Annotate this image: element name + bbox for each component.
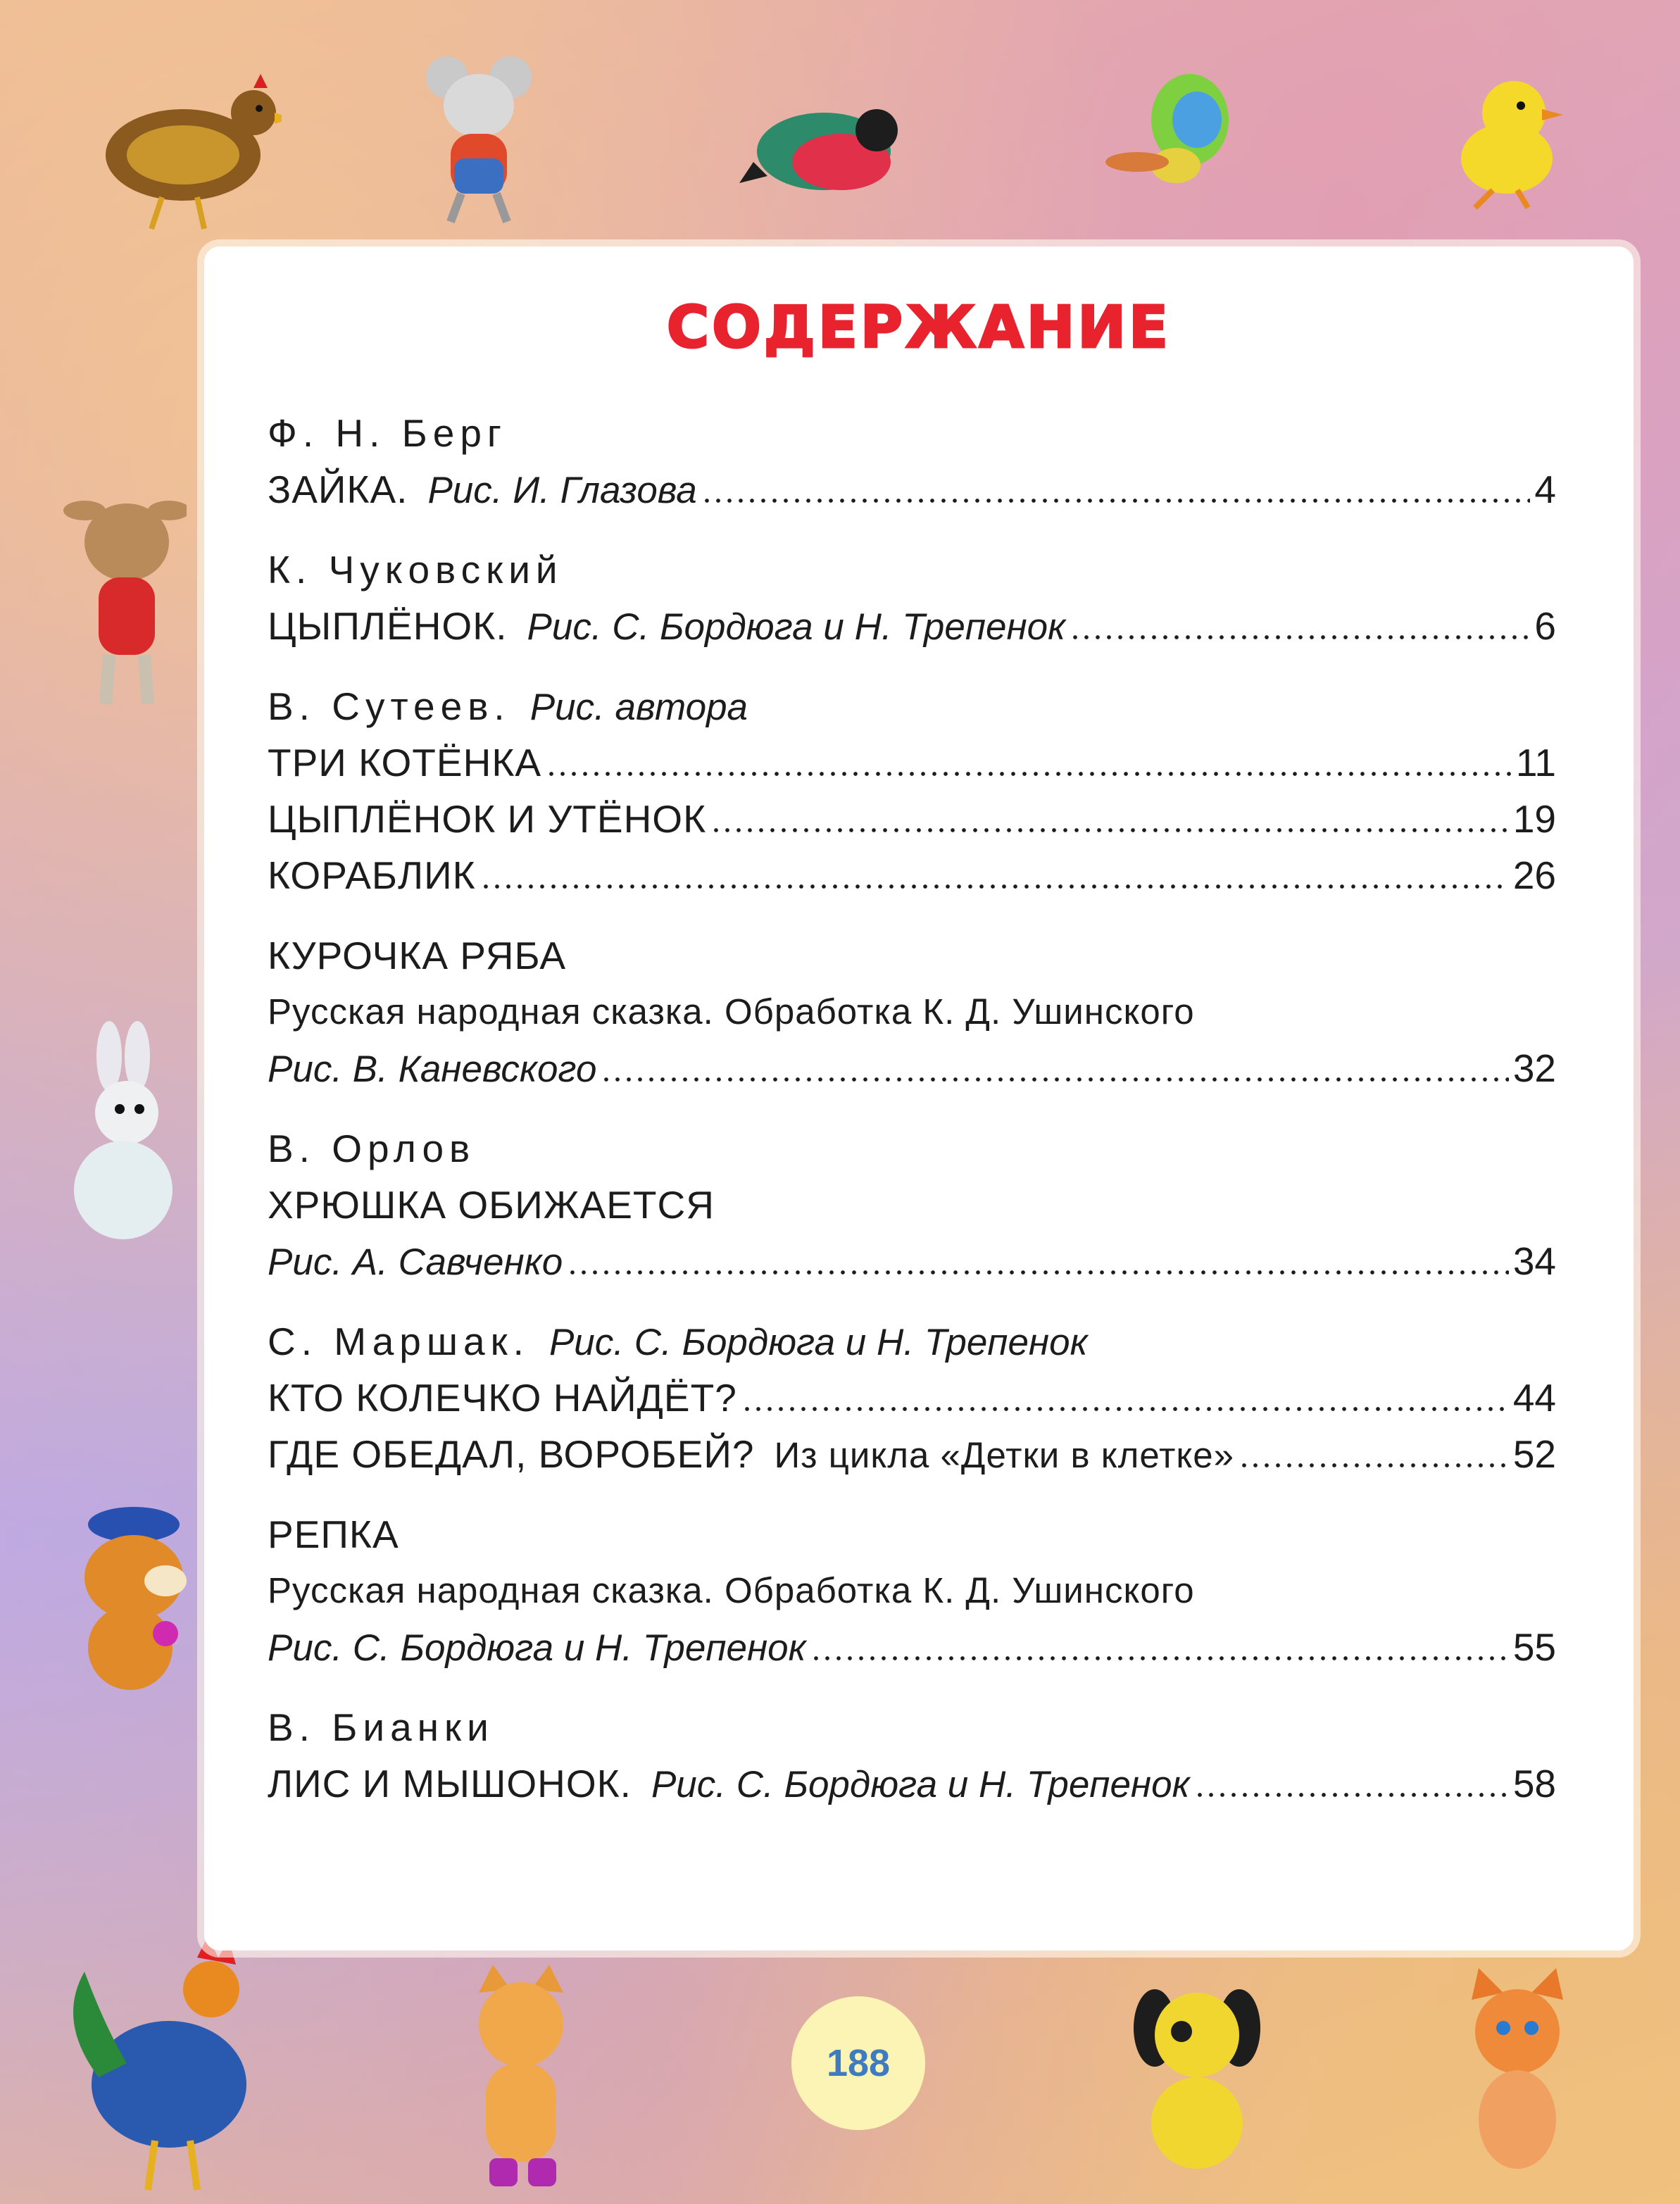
page-number: 6	[1534, 604, 1556, 648]
work-subtitle: Русская народная сказка. Обработка К. Д. Ушинского	[268, 1570, 1195, 1610]
illustrator: Рис. В. Каневского	[268, 1048, 597, 1090]
dot-leader	[1239, 1463, 1509, 1467]
dot-leader	[810, 1656, 1509, 1660]
hen-icon	[77, 63, 282, 232]
work-title: РЕПКА	[268, 1513, 399, 1556]
work-title: ЛИС И МЫШОНОК.	[268, 1762, 632, 1805]
toc-entry	[268, 1699, 1556, 1812]
work-title: ХРЮШКА ОБИЖАЕТСЯ	[268, 1183, 715, 1227]
chick-icon	[1436, 70, 1577, 211]
work-title: КОРАБЛИК	[268, 853, 476, 897]
illustrator: Рис. С. Бордюга и Н. Трепенок	[651, 1764, 1190, 1805]
page-number: 44	[1512, 1376, 1556, 1420]
page-number: 55	[1512, 1625, 1556, 1669]
author-name: В. Сутеев.	[268, 684, 510, 728]
work-title: ЗАЙКА.	[268, 468, 408, 511]
page-title: СОДЕРЖАНИЕ	[666, 294, 1172, 361]
page-number-badge: 188	[791, 1996, 925, 2130]
illustrator: Рис. С. Бордюга и Н. Трепенок	[548, 1322, 1088, 1363]
toc-entry	[268, 1506, 1556, 1675]
illustrator: Рис. С. Бордюга и Н. Трепенок	[268, 1627, 806, 1669]
illustrator: Рис. автора	[529, 687, 748, 728]
toc-entry	[268, 405, 1556, 518]
dot-leader	[1070, 635, 1530, 639]
author-name: Ф. Н. Берг	[268, 411, 507, 455]
cycle-note: Из цикла «Детки в клетке»	[774, 1435, 1235, 1475]
dot-leader	[567, 1270, 1509, 1275]
rooster-icon	[56, 1936, 275, 2197]
page-number: 32	[1512, 1046, 1556, 1090]
mouse-icon	[412, 53, 546, 229]
author-name: В. Орлов	[268, 1127, 476, 1170]
cat-icon	[458, 1965, 584, 2190]
work-title: ЦЫПЛЁНОК.	[268, 604, 508, 648]
toc-entry	[268, 678, 1556, 903]
dot-leader	[480, 884, 1509, 889]
illustrator: Рис. А. Савченко	[268, 1241, 563, 1283]
toc-entry	[268, 541, 1556, 654]
illustrator: Рис. И. Глазова	[427, 470, 697, 511]
illustrator: Рис. С. Бордюга и Н. Трепенок	[527, 606, 1066, 648]
bunny-icon	[56, 1021, 190, 1246]
toc-entry	[268, 1313, 1556, 1482]
dot-leader	[741, 1407, 1509, 1411]
page-number: 4	[1534, 468, 1556, 511]
author-name: С. Маршак.	[268, 1320, 529, 1363]
page-number: 34	[1512, 1239, 1556, 1283]
work-subtitle: Русская народная сказка. Обработка К. Д. Ушинского	[268, 991, 1195, 1032]
butterfly-icon	[1098, 70, 1239, 197]
toc-entry	[268, 1120, 1556, 1289]
dot-leader	[601, 1077, 1508, 1082]
dog-icon	[1127, 1965, 1267, 2176]
dot-leader	[701, 499, 1531, 503]
page-number: 52	[1512, 1432, 1556, 1476]
kitten-icon	[1450, 1965, 1584, 2176]
page-number: 11	[1515, 741, 1556, 784]
puppy-icon	[53, 1500, 208, 1697]
work-title: ТРИ КОТЁНКА	[268, 741, 542, 784]
author-name: К. Чуковский	[268, 548, 563, 591]
work-title: ГДЕ ОБЕДАЛ, ВОРОБЕЙ?	[268, 1432, 755, 1476]
page-number: 58	[1512, 1762, 1556, 1805]
work-title: ЦЫПЛЁНОК И УТЁНОК	[268, 797, 707, 841]
dot-leader	[710, 828, 1509, 832]
dot-leader	[1194, 1793, 1509, 1797]
bullfinch-icon	[739, 99, 908, 197]
toc-entry	[268, 927, 1556, 1096]
author-name: В. Бианки	[268, 1705, 494, 1749]
work-title: КТО КОЛЕЧКО НАЙДЁТ?	[268, 1376, 737, 1420]
dot-leader	[546, 772, 1512, 776]
page-number: 26	[1512, 853, 1556, 897]
goat-icon	[60, 479, 187, 711]
table-of-contents	[268, 405, 1556, 1836]
page-number: 19	[1512, 797, 1556, 841]
work-title: КУРОЧКА РЯБА	[268, 934, 567, 977]
